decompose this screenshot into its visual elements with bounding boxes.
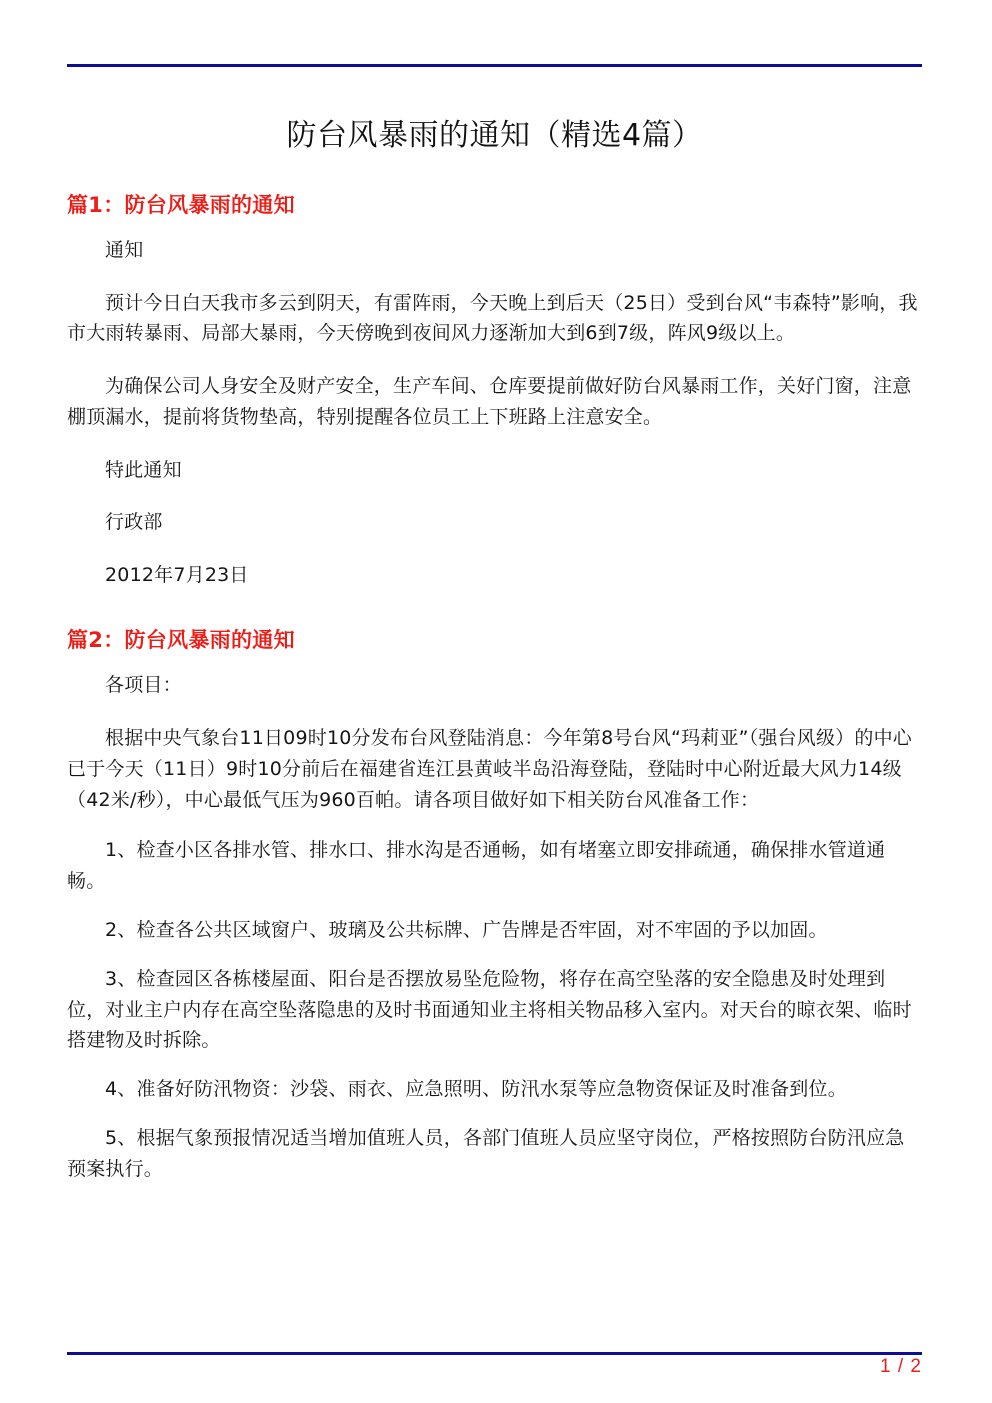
paragraph: 2012年7月23日 (105, 564, 249, 587)
paragraph: 为确保公司人身安全及财产安全，生产车间、仓库要提前做好防台风暴雨工作，关好门窗，注意棚顶漏水，提前将货物垫高，特别提醒各位员工上下班路上注意安全。 (67, 375, 912, 428)
list-item: 2、检查各公共区域窗户、玻璃及公共标牌、广告牌是否牢固，对不牢固的予以加固。 (105, 919, 828, 941)
paragraph: 特此通知 (105, 458, 182, 481)
section-heading-1: 篇1：防台风暴雨的通知 (67, 192, 295, 217)
document-content (67, 100, 922, 1193)
list-item: 3、检查园区各栋楼屋面、阳台是否摆放易坠危险物，将存在高空坠落的安全隐患及时处理到位，对业主户内存在高空坠落隐患的及时书面通知业主将相关物品移入室内。对天台的晾衣架、临时搭建物及时拆除。 (67, 967, 912, 1052)
footer-rule (67, 1352, 922, 1355)
list-item: 5、根据气象预报情况适当增加值班人员，各部门值班人员应坚守岗位，严格按照防台防汛应急预案执行。 (67, 1126, 905, 1180)
list-item: 1、检查小区各排水管、排水口、排水沟是否通畅，如有堵塞立即安排疏通，确保排水管道通畅。 (67, 839, 886, 893)
page-number: 1 / 2 (880, 1356, 922, 1377)
paragraph: 各项目： (105, 674, 182, 697)
list-item: 4、准备好防汛物资：沙袋、雨衣、应急照明、防汛水泵等应急物资保证及时准备到位。 (105, 1078, 847, 1101)
page-title: 防台风暴雨的通知（精选4篇） (286, 118, 703, 153)
paragraph: 行政部 (105, 511, 163, 534)
header-rule (67, 64, 922, 67)
section-heading-2: 篇2：防台风暴雨的通知 (67, 628, 295, 653)
paragraph: 根据中央气象台11日09时10分发布台风登陆消息：今年第8号台风“玛莉亚”（强台风级）的中心已于今天（11日）9时10分前后在福建省连江县黄岐半岛沿海登陆，登陆时中心附近最大风力14级（42米/秒），中心最低气压为960百帕。请各项目做好如下相关防台风准备工作： (67, 727, 913, 811)
paragraph: 预计今日白天我市多云到阴天，有雷阵雨，今天晚上到后天（25日）受到台风“韦森特”影响，我市大雨转暴雨、局部大暴雨，今天傍晚到夜间风力逐渐加大到6到7级，阵风9级以上。 (67, 291, 918, 345)
paragraph: 通知 (105, 238, 144, 261)
